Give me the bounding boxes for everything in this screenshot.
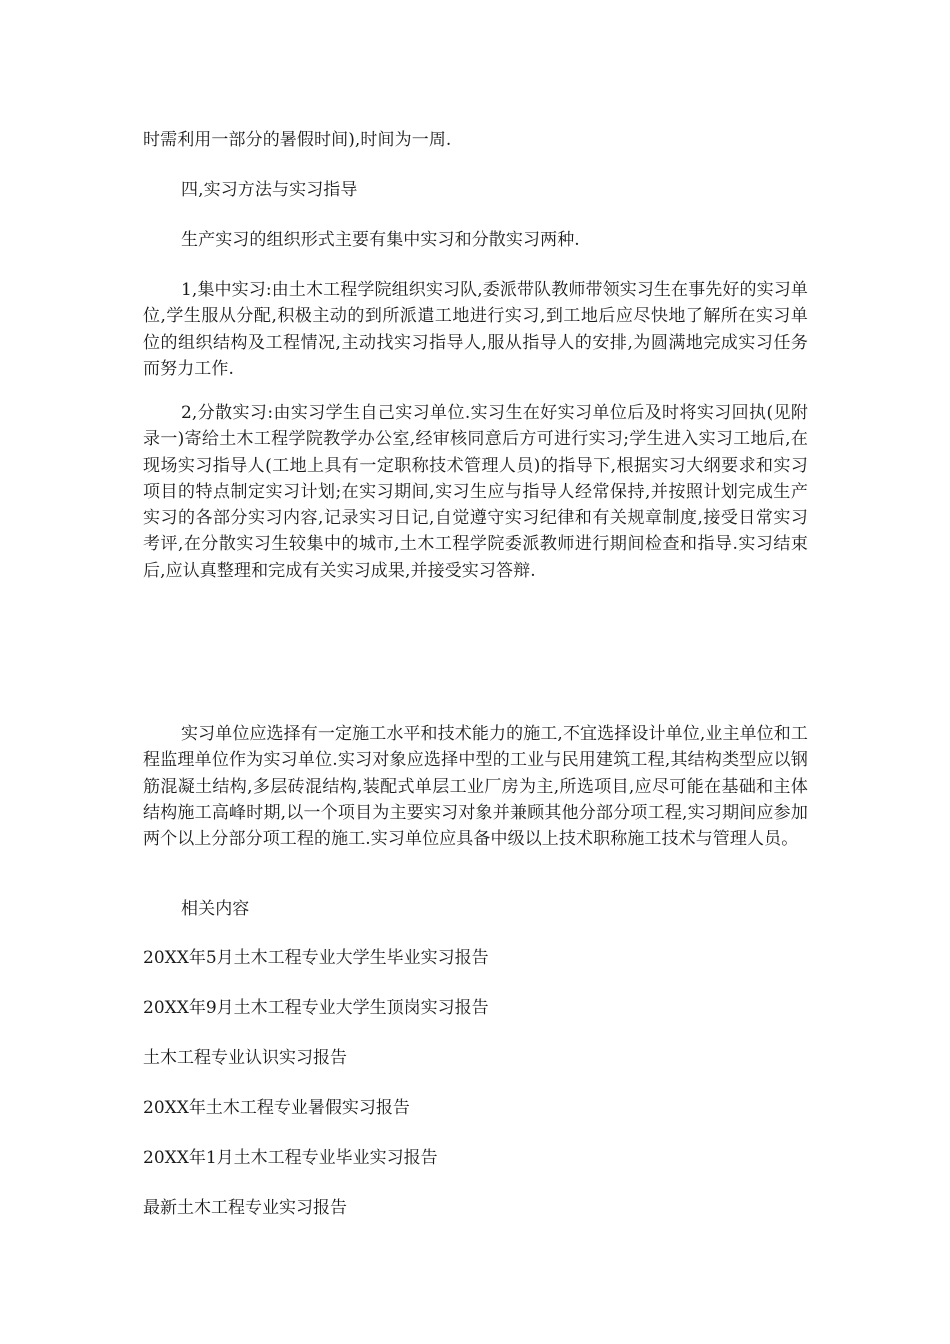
related-heading: 相关内容: [181, 899, 250, 919]
related-link[interactable]: 20XX年1月土木工程专业毕业实习报告: [143, 1148, 438, 1168]
section-heading: 四,实习方法与实习指导: [181, 180, 358, 200]
paragraph-dispersed-internship: 2,分散实习:由实习学生自己实习单位.实习生在好实习单位后及时将实习回执(见附录一)寄给土木工程学院教学办公室,经审核同意后方可进行实习;学生进入实习工地后,在现场实习指导人(工地上具有一定职称技术管理人员)的指导下,根据实习大纲要求和实习项目的特点制定实习计划;在实习期间,实习生应与指导人经常保持,并按照计划完成生产实习的各部分实习内容,记录实习日记,自觉遵守实习纪律和有关规章制度,接受日常实习考评,在分散实习生较集中的城市,土木工程学院委派教师进行期间检查和指导.实习结束后,应认真整理和完成有关实习成果,并接受实习答辩.: [143, 403, 808, 581]
paragraph-centralized-internship: 1,集中实习:由土木工程学院组织实习队,委派带队教师带领实习生在事先好的实习单位,学生服从分配,积极主动的到所派遣工地进行实习,到工地后应尽快地了解所在实习单位的组织结构及工程情况,主动找实习指导人,服从指导人的安排,为圆满地完成实习任务而努力工作.: [143, 280, 808, 379]
related-link[interactable]: 20XX年9月土木工程专业大学生顶岗实习报告: [143, 998, 489, 1018]
paragraph-internship-unit: 实习单位应选择有一定施工水平和技术能力的施工,不宜选择设计单位,业主单位和工程监理单位作为实习单位.实习对象应选择中型的工业与民用建筑工程,其结构类型应以钢筋混凝土结构,多层砖混结构,装配式单层工业厂房为主,所选项目,应尽可能在基础和主体结构施工高峰时期,以一个项目为主要实习对象并兼顾其他分部分项工程,实习期间应参加两个以上分部分项工程的施工.实习单位应具备中级以上技术职称施工技术与管理人员。: [143, 724, 808, 850]
related-links-list: [143, 945, 808, 1245]
paragraph-intro: 生产实习的组织形式主要有集中实习和分散实习两种.: [181, 230, 580, 250]
related-link[interactable]: 土木工程专业认识实习报告: [143, 1048, 347, 1068]
paragraph-continuation: 时需利用一部分的暑假时间),时间为一周.: [143, 130, 452, 150]
related-link[interactable]: 20XX年5月土木工程专业大学生毕业实习报告: [143, 948, 489, 968]
related-link[interactable]: 最新土木工程专业实习报告: [143, 1198, 347, 1218]
related-link[interactable]: 20XX年土木工程专业暑假实习报告: [143, 1098, 410, 1118]
